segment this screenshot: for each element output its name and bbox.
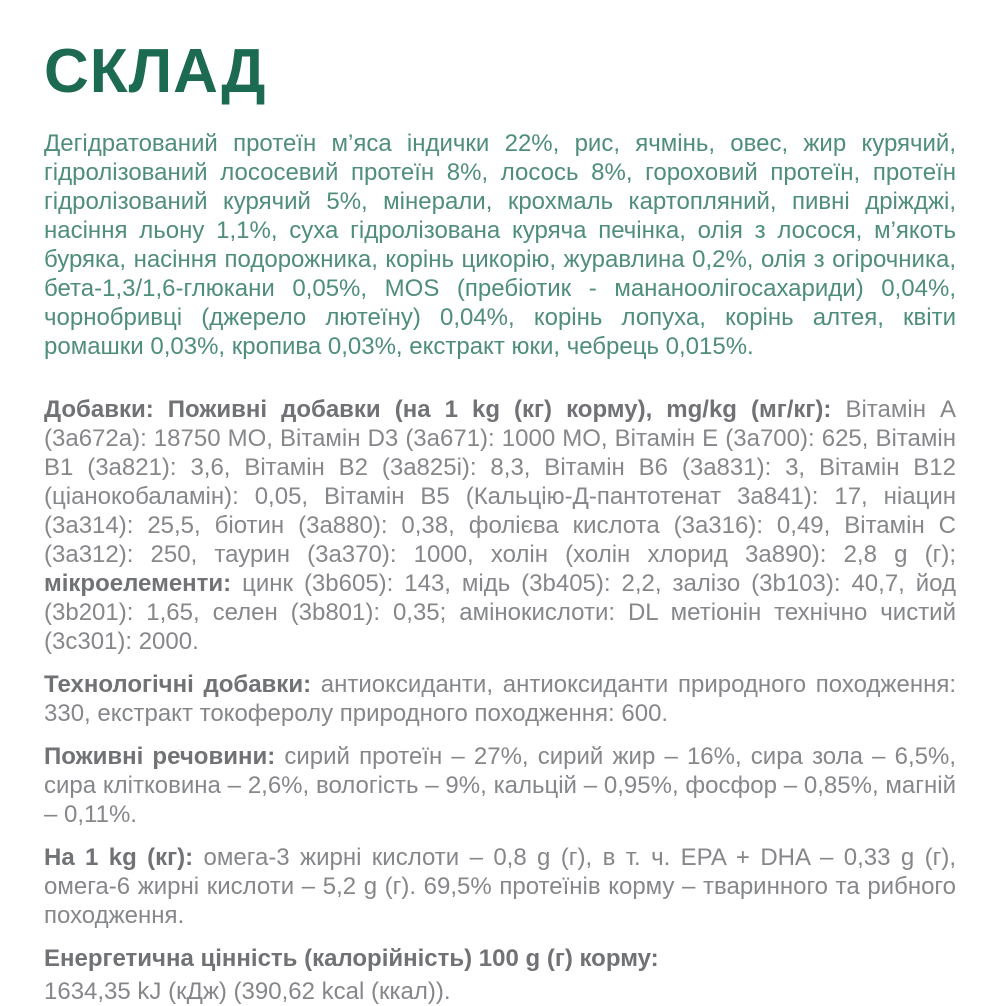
technological-additives-label: Технологічні добавки: [44, 671, 312, 699]
nutrients-paragraph [44, 742, 956, 829]
additives-vitamins-text: Вітамін А (3a672a): 18750 МО, Вітамін D3 (3a671): 1000 МО, Вітамін Е (3a700): 625, Вітамін В1 (3a821): 3,6, Вітамін В2 (3a825i): 8,3, Вітамін В6 (3a831): 3, Вітамін В12 (ціанокобаламін): 0,05, Вітамін В5 (Кальцію-Д-пантотенат 3a841): 17, ніацин (3a314): 25,5, біотин (3a880): 0,38, фолієва кислота (3a316): 0,49, Вітамін С (3a312): 250, таурин (3a370): 1000, холін (холін хлорид 3a890): 2,8 g (г); [44, 396, 956, 569]
nutrients-label: Поживні речовини: [44, 743, 276, 771]
technological-additives-paragraph [44, 670, 956, 728]
energy-heading [44, 944, 956, 973]
additives-microelements-text: цинк (3b605): 143, мідь (3b405): 2,2, залізо (3b103): 40,7, йод (3b201): 1,65, селен (3b801): 0,35; амінокислоти: DL метіонін технічно чистий (3c301): 2000. [44, 570, 956, 656]
per-kg-paragraph [44, 843, 956, 930]
per-kg-text: омега-3 жирні кислоти – 0,8 g (г), в т. ч. EPA + DHA – 0,33 g (г), омега-6 жирні кислоти – 5,2 g (г). 69,5% протеїнів корму – тваринного та рибного походження. [44, 844, 956, 930]
ingredients-paragraph: Дегідратований протеїн м’яса індички 22%, рис, ячмінь, овес, жир курячий, гідролізований лососевий протеїн 8%, лосось 8%, гороховий протеїн, протеїн гідролізований курячий 5%, мінерали, крохмаль картопляний, пивні дріжджі, насіння льону 1,1%, суха гідролізована куряча печінка, олія з лосося, м’якоть буряка, насіння подорожника, корінь цикорію, журавлина 0,2%, олія з огірочника, бета-1,3/1,6-глюкани 0,05%, MOS (пребіотик - мананоолігосахариди) 0,04%, чорнобривці (джерело лютеїну) 0,04%, корінь лопуха, корінь алтея, квіти ромашки 0,03%, кропива 0,03%, екстракт юки, чебрець 0,015%. [44, 130, 956, 361]
per-kg-label: На 1 kg (кг): [44, 844, 194, 872]
page-title: СКЛАД [44, 37, 267, 106]
energy-label: Енергетична цінність (калорійність) 100 g (г) корму: [44, 945, 659, 973]
nutrients-text: сирий протеїн – 27%, сирий жир – 16%, сира зола – 6,5%, сира клітковина – 2,6%, вологість – 9%, кальцій – 0,95%, фосфор – 0,85%, магній – 0,11%. [44, 743, 957, 829]
microelements-label: мікроелементи: [44, 570, 232, 598]
energy-value: 1634,35 kJ (кДж) (390,62 kcal (ккал)). [44, 978, 451, 1006]
technological-additives-text: антиоксиданти, антиоксиданти природного походження: 330, екстракт токоферолу природного походження: 600. [44, 671, 957, 728]
additives-paragraph [44, 395, 956, 656]
additives-label: Добавки: Поживні добавки (на 1 kg (кг) корму), mg/kg (мг/кг): [44, 396, 832, 424]
